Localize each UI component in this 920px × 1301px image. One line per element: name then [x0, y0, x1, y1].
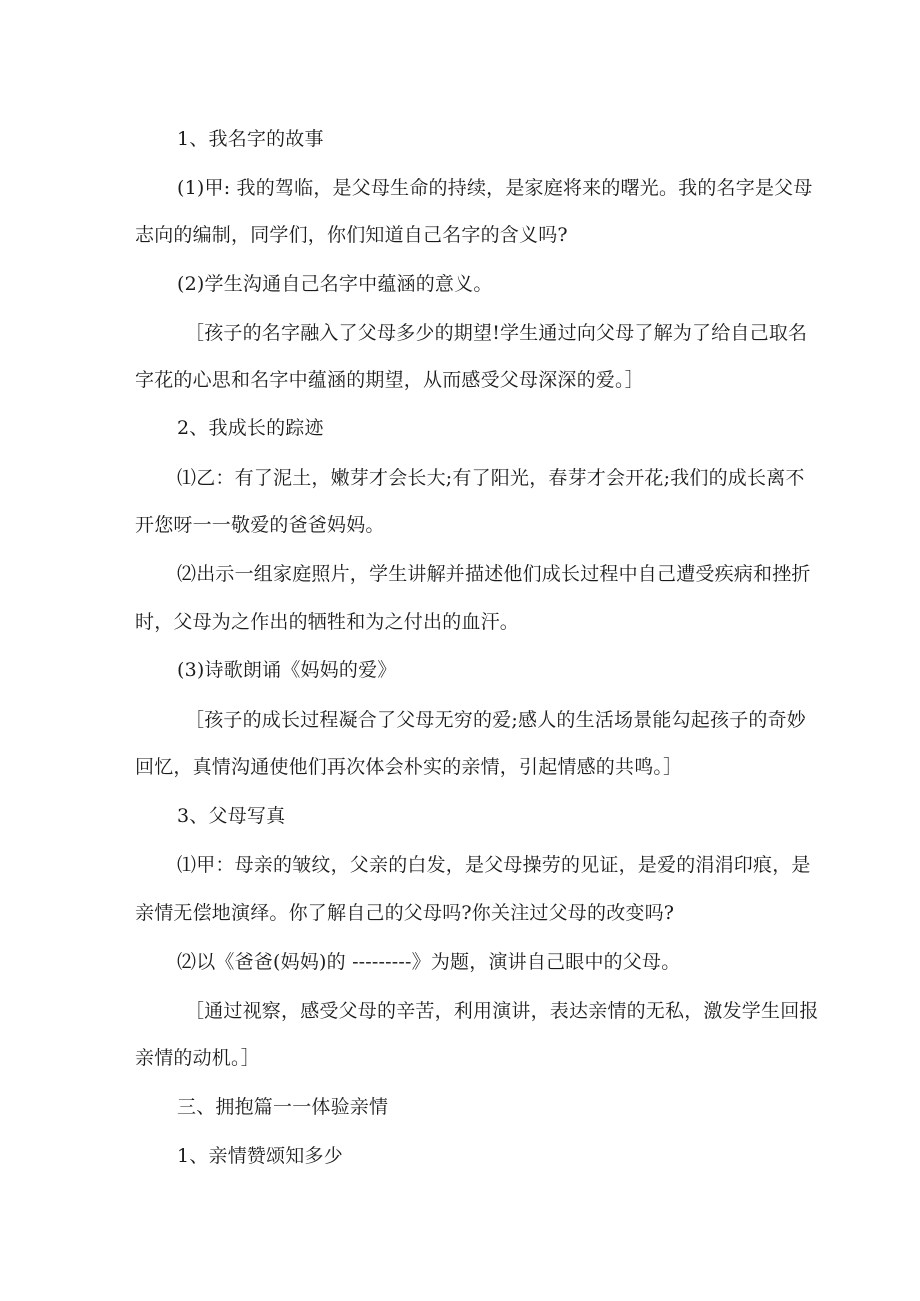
- paragraph-line: (3)诗歌朗诵《妈妈的爱》: [177, 659, 397, 681]
- paragraph-line: 志向的编制，同学们，你们知道自己名字的含义吗?: [135, 224, 568, 246]
- section-heading-parents-portrait: 3、父母写真: [177, 805, 286, 827]
- paragraph-line: (1)甲: 我的驾临，是父母生命的持续，是家庭将来的曙光。我的名字是父母: [177, 177, 813, 199]
- paragraph-line: ⑵出示一组家庭照片，学生讲解并描述他们成长过程中自己遭受疾病和挫折: [177, 563, 811, 585]
- paragraph-line: ⑵以《爸爸(妈妈)的 ---------》为题，演讲自己眼中的父母。: [177, 951, 681, 973]
- bracket-note-line: 回忆，真情沟通使他们再次体会朴实的亲情，引起情感的共鸣。］: [135, 756, 683, 778]
- paragraph-line: (2)学生沟通自己名字中蕴涵的意义。: [177, 273, 493, 295]
- bracket-note-line: ［孩子的名字融入了父母多少的期望!学生通过向父母了解为了给自己取名: [185, 322, 808, 344]
- section-heading-praise: 1、亲情赞颂知多少: [177, 1145, 343, 1167]
- paragraph-line: ⑴乙：有了泥土，嫩芽才会长大;有了阳光，春芽才会开花;我们的成长离不: [177, 467, 805, 489]
- bracket-note-line: 亲情的动机。］: [135, 1047, 260, 1069]
- bracket-note-line: ［孩子的成长过程凝合了父母无穷的爱;感人的生活场景能勾起孩子的奇妙: [185, 709, 807, 731]
- paragraph-line: 亲情无偿地演绎。你了解自己的父母吗?你关注过父母的改变吗?: [135, 902, 675, 924]
- paragraph-line: 开您呀一一敬爱的爸爸妈妈。: [135, 514, 385, 536]
- section-heading-my-name-story: 1、我名字的故事: [177, 128, 324, 150]
- paragraph-line: 时，父母为之作出的牺牲和为之付出的血汗。: [135, 611, 520, 633]
- section-heading-embrace: 三、拥抱篇一一体验亲情: [177, 1096, 389, 1118]
- section-heading-growth-traces: 2、我成长的踪迹: [177, 417, 324, 439]
- paragraph-line: ⑴甲：母亲的皱纹，父亲的白发，是父母操劳的见证，是爱的涓涓印痕，是: [177, 854, 811, 876]
- bracket-note-line: 字花的心思和名字中蕴涵的期望，从而感受父母深深的爱。］: [135, 369, 644, 391]
- bracket-note-line: ［通过视察，感受父母的辛苦，利用演讲，表达亲情的无私，激发学生回报: [185, 1000, 819, 1022]
